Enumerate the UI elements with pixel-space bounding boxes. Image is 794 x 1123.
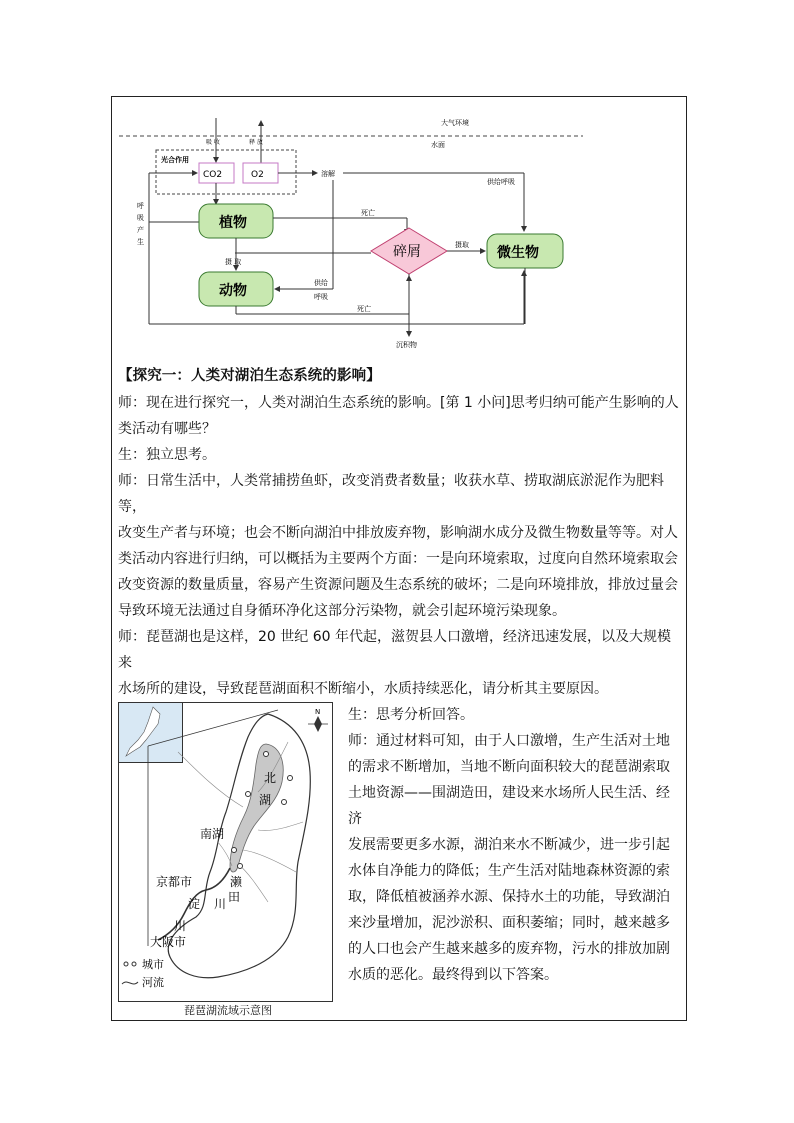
- o2-label: O2: [251, 170, 264, 180]
- supply-label: 供给: [314, 279, 328, 287]
- answer-line-5: 发展需要更多水源，湖泊来水不断减少，进一步引起: [348, 837, 670, 853]
- plant-label: 植物: [219, 215, 247, 231]
- p2-line: 生：独立思考。: [118, 447, 216, 463]
- answer-line-2: 师：通过材料可知，由于人口激增，生产生活对土地: [348, 733, 670, 749]
- answer-line-10: 水质的恶化。最终得到以下答案。: [348, 967, 558, 983]
- answer-line-3: 的需求不断增加，当地不断向面积较大的琵琶湖索取: [348, 759, 670, 775]
- paragraph-1: [118, 390, 680, 702]
- supply-respiration-label: 供给呼吸: [487, 178, 515, 186]
- p3-line-b: 改变生产者与环境；也会不断向湖泊中排放废弃物，影响湖水成分及微生物数量等等。对人: [118, 525, 678, 541]
- answer-line-7: 取，降低植被涵养水源、保持水土的功能，导致湖泊: [348, 889, 670, 905]
- p4-line-b: 水场所的建设，导致琵琶湖面积不断缩小，水质持续恶化，请分析其主要原因。: [118, 681, 608, 697]
- svg-text:生: 生: [137, 238, 144, 246]
- co2-label: CO2: [203, 170, 223, 180]
- seta-char2: 田: [228, 890, 241, 904]
- death1-label: 死亡: [361, 209, 375, 217]
- north-indicator: N: [315, 708, 321, 716]
- dissolve-label: 溶解: [321, 170, 335, 178]
- river-char: 川: [174, 919, 187, 933]
- detritus-label: 碎屑: [393, 244, 421, 260]
- answer-line-8: 来沙量增加，泥沙淤积、面积萎缩；同时，越来越多: [348, 915, 670, 931]
- death2-label: 死亡: [357, 305, 371, 313]
- respiration-left-1: 呼: [137, 202, 144, 210]
- south-lake-label: 南湖: [200, 827, 225, 841]
- answer-line-9: 的人口也会产生越来越多的废弃物，污水的排放加剧: [348, 941, 670, 957]
- lake-ecosystem-diagram: [111, 96, 687, 356]
- uptake-label: 摄取: [455, 241, 469, 249]
- absorb-label: 吸 收: [206, 139, 220, 146]
- north-lake-char2: 湖: [259, 793, 272, 807]
- animal-label: 动物: [219, 283, 247, 299]
- sediment-label: 沉积物: [396, 341, 417, 349]
- legend-city: 城市: [142, 958, 164, 971]
- p3-line-e: 导致环境无法通过自身循环净化这部分污染物，就会引起环境污染现象。: [118, 603, 566, 619]
- section-heading: 【探究一：人类对湖泊生态系统的影响】: [118, 368, 381, 384]
- p3-line-d: 改变资源的数量质量，容易产生资源问题及生态系统的破坏；二是向环境排放，排放过量会: [118, 577, 678, 593]
- p4-line-a: 师：琵琶湖也是这样，20 世纪 60 年代起，滋贺县人口激增，经济迅速发展，以及大规模来: [118, 629, 671, 671]
- p3-line-a: 师：日常生活中，人类常捕捞鱼虾，改变消费者数量；收获水草、捞取湖底淤泥作为肥料等，: [118, 473, 664, 515]
- yodo-char1: 淀: [188, 897, 201, 911]
- photosynthesis-label: 光合作用: [161, 156, 189, 164]
- svg-text:产: 产: [137, 226, 144, 234]
- legend-river: 河流: [142, 976, 164, 989]
- eat-label: 摄 取: [225, 258, 242, 266]
- map-caption: 琵琶湖流域示意图: [184, 1004, 272, 1017]
- p1-line-b: 类活动有哪些？: [118, 421, 216, 437]
- svg-text:吸: 吸: [137, 214, 144, 222]
- answer-line-6: 水体自净能力的降低；生产生活对陆地森林资源的索: [348, 863, 670, 879]
- breath-label: 呼吸: [314, 293, 328, 301]
- answer-line-1: 生：思考分析回答。: [348, 707, 474, 723]
- answer-column: [348, 702, 682, 988]
- answer-line-4: 土地资源——围湖造田，建设来水场所人民生活、经济: [348, 785, 670, 827]
- osaka-label: 大阪市: [150, 935, 187, 949]
- yodo-char2: 川: [214, 897, 227, 911]
- water-surface-label: 水面: [431, 141, 445, 149]
- p3-line-c: 类活动内容进行归纳，可以概括为主要两个方面：一是向环境索取，过度向自然环境索取会: [118, 551, 678, 567]
- biwa-lake-map: [118, 702, 333, 1002]
- atmosphere-label: 大气环境: [441, 119, 469, 127]
- kyoto-label: 京都市: [156, 875, 193, 889]
- p1-line-a: 师：现在进行探究一，人类对湖泊生态系统的影响。[第 1 小问]思考归纳可能产生影响的人: [118, 395, 679, 411]
- release-label: 释 放: [249, 139, 263, 146]
- north-lake-char1: 北: [264, 771, 277, 785]
- seta-char1: 濑: [230, 875, 243, 889]
- microbe-label: 微生物: [497, 245, 539, 261]
